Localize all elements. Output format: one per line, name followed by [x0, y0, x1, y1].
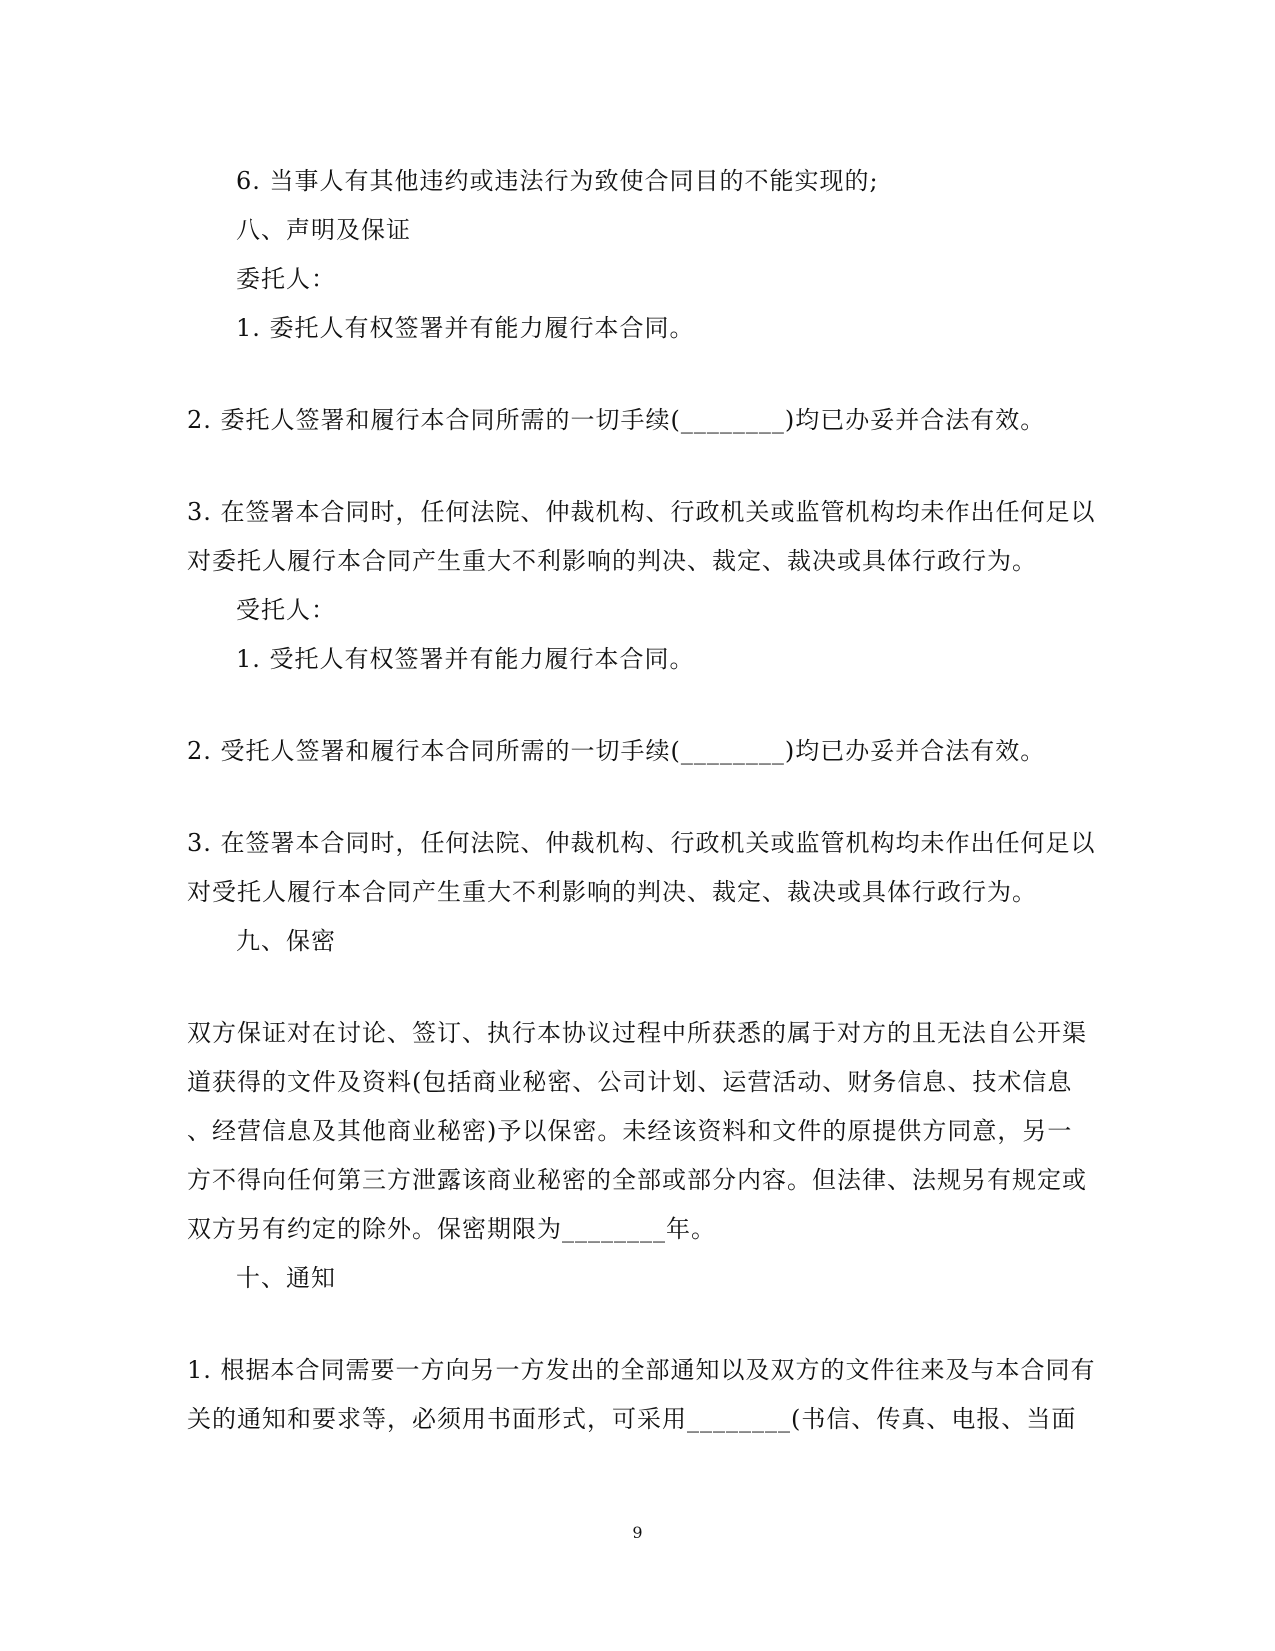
text-line: 受托人： [236, 596, 336, 624]
text-line: 2. 委托人签署和履行本合同所需的一切手续(________)均已办妥并合法有效。 [187, 406, 1046, 434]
section-heading: 八、声明及保证 [236, 216, 411, 244]
page-number: 9 [632, 1523, 643, 1542]
text-line: 、经营信息及其他商业秘密)予以保密。未经该资料和文件的原提供方同意，另一 [187, 1117, 1073, 1145]
text-line: 对受托人履行本合同产生重大不利影响的判决、裁定、裁决或具体行政行为。 [187, 878, 1037, 906]
text-line: 对委托人履行本合同产生重大不利影响的判决、裁定、裁决或具体行政行为。 [187, 547, 1037, 575]
text-line: 道获得的文件及资料(包括商业秘密、公司计划、运营活动、财务信息、技术信息 [187, 1068, 1073, 1096]
text-line: 3. 在签署本合同时，任何法院、仲裁机构、行政机关或监管机构均未作出任何足以 [187, 829, 1096, 857]
text-line: 3. 在签署本合同时，任何法院、仲裁机构、行政机关或监管机构均未作出任何足以 [187, 498, 1096, 526]
text-line: 双方保证对在讨论、签订、执行本协议过程中所获悉的属于对方的且无法自公开渠 [187, 1019, 1087, 1047]
text-line: 1. 受托人有权签署并有能力履行本合同。 [236, 645, 695, 673]
text-line: 1. 根据本合同需要一方向另一方发出的全部通知以及双方的文件往来及与本合同有 [187, 1356, 1096, 1384]
text-line: 2. 受托人签署和履行本合同所需的一切手续(________)均已办妥并合法有效。 [187, 737, 1046, 765]
text-line: 双方另有约定的除外。保密期限为________年。 [187, 1215, 716, 1243]
text-line: 方不得向任何第三方泄露该商业秘密的全部或部分内容。但法律、法规另有规定或 [187, 1166, 1087, 1194]
text-line: 1. 委托人有权签署并有能力履行本合同。 [236, 314, 695, 342]
text-line: 关的通知和要求等，必须用书面形式，可采用________(书信、传真、电报、当面 [187, 1405, 1077, 1433]
text-line: 委托人： [236, 265, 336, 293]
text-line: 6. 当事人有其他违约或违法行为致使合同目的不能实现的; [236, 167, 879, 195]
section-heading: 九、保密 [236, 927, 336, 955]
section-heading: 十、通知 [236, 1264, 336, 1292]
